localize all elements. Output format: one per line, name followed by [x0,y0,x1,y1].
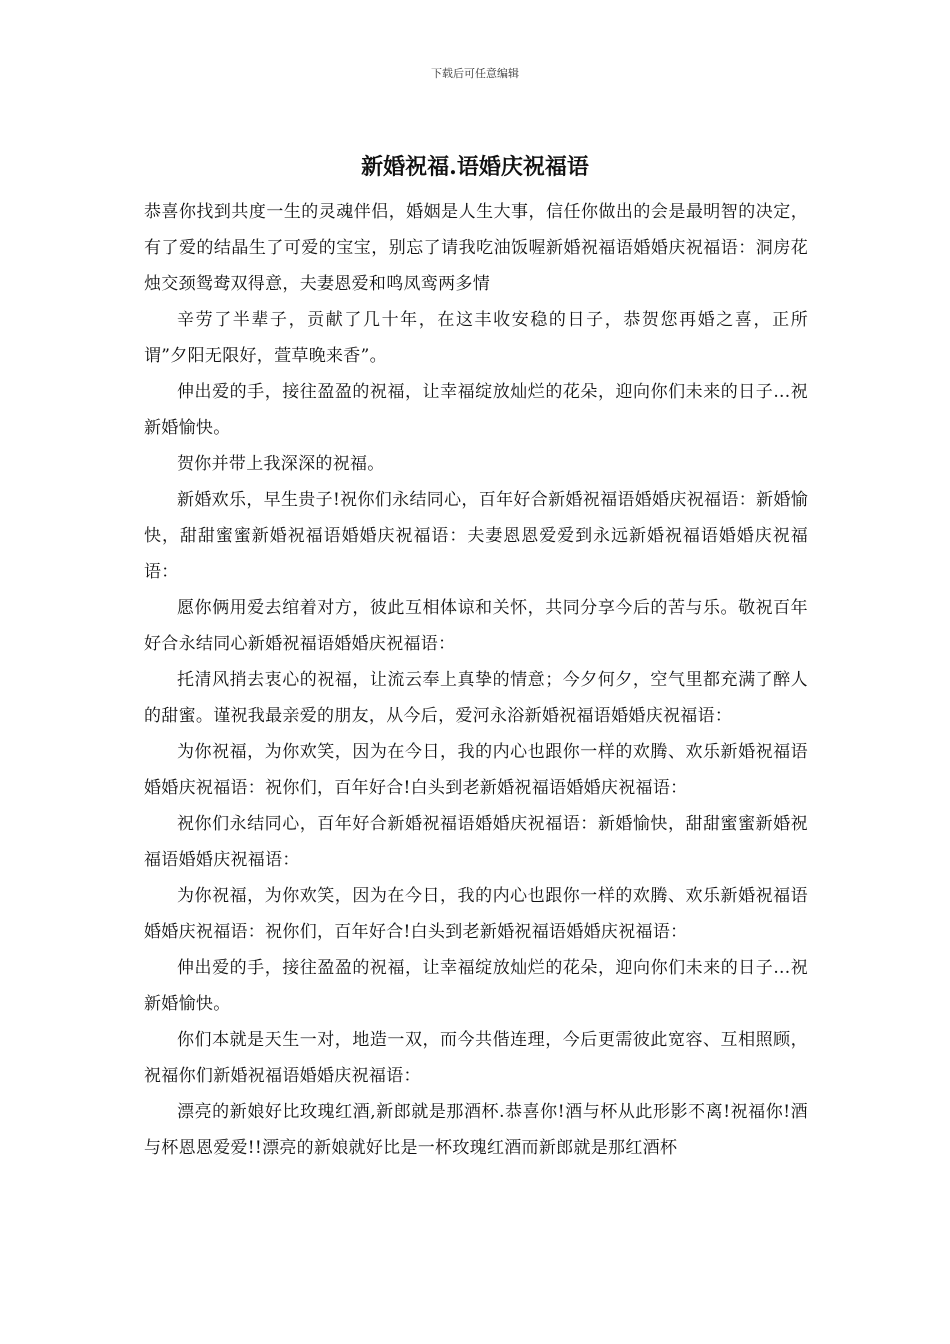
header-note: 下载后可任意编辑 [431,67,519,80]
document-body [144,194,808,1166]
paragraph-2: 辛劳了半辈子，贡献了几十年，在这丰收安稳的日子，恭贺您再婚之喜，正所谓”夕阳无限好，萱草晚来香”。 [144,310,808,366]
paragraph-6: 愿你俩用爱去绾着对方，彼此互相体谅和关怀，共同分享今后的苦与乐。敬祝百年好合永结同心新婚祝福语婚婚庆祝福语： [144,598,808,654]
paragraph-10: 为你祝福，为你欢笑，因为在今日，我的内心也跟你一样的欢腾、欢乐新婚祝福语婚婚庆祝福语：祝你们，百年好合!白头到老新婚祝福语婚婚庆祝福语： [144,886,808,942]
paragraph-9: 祝你们永结同心，百年好合新婚祝福语婚婚庆祝福语：新婚愉快，甜甜蜜蜜新婚祝福语婚婚庆祝福语： [144,814,808,870]
document-title: 新婚祝福.语婚庆祝福语 [361,154,589,180]
paragraph-12: 你们本就是天生一对，地造一双，而今共偕连理，今后更需彼此宽容、互相照顾，祝福你们新婚祝福语婚婚庆祝福语： [144,1030,808,1086]
paragraph-8: 为你祝福，为你欢笑，因为在今日，我的内心也跟你一样的欢腾、欢乐新婚祝福语婚婚庆祝福语：祝你们，百年好合!白头到老新婚祝福语婚婚庆祝福语： [144,742,808,798]
paragraph-13: 漂亮的新娘好比玫瑰红酒,新郎就是那酒杯.恭喜你!酒与杯从此形影不离!祝福你!酒与杯恩恩爱爱!!漂亮的新娘就好比是一杯玫瑰红酒而新郎就是那红酒杯 [144,1102,808,1158]
paragraph-11: 伸出爱的手，接往盈盈的祝福，让幸福绽放灿烂的花朵，迎向你们未来的日子...祝新婚愉快。 [144,958,808,1014]
paragraph-4: 贺你并带上我深深的祝福。 [177,454,385,474]
paragraph-7: 托清风捎去衷心的祝福，让流云奉上真挚的情意；今夕何夕，空气里都充满了醉人的甜蜜。谨祝我最亲爱的朋友，从今后，爱河永浴新婚祝福语婚婚庆祝福语： [144,670,808,726]
paragraph-5: 新婚欢乐，早生贵子!祝你们永结同心，百年好合新婚祝福语婚婚庆祝福语：新婚愉快，甜甜蜜蜜新婚祝福语婚婚庆祝福语：夫妻恩恩爱爱到永远新婚祝福语婚婚庆祝福语： [144,490,808,582]
paragraph-1: 恭喜你找到共度一生的灵魂伴侣，婚姻是人生大事，信任你做出的会是最明智的决定，有了爱的结晶生了可爱的宝宝，别忘了请我吃油饭喔新婚祝福语婚婚庆祝福语：洞房花烛交颈鸳鸯双得意，夫妻恩爱和鸣凤鸾两多情 [144,202,808,294]
paragraph-3: 伸出爱的手，接往盈盈的祝福，让幸福绽放灿烂的花朵，迎向你们未来的日子...祝新婚愉快。 [144,382,808,438]
